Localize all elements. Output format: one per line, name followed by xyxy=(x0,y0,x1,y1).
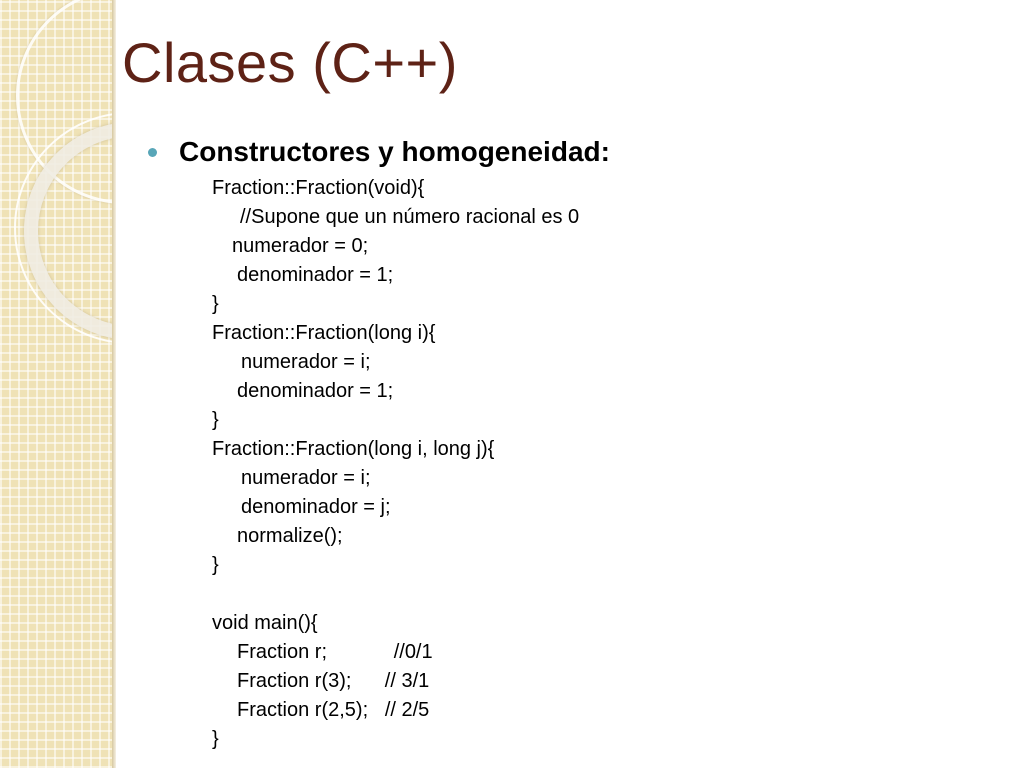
code-line: } xyxy=(212,409,219,431)
code-line: void main(){ xyxy=(212,612,318,634)
code-line: Fraction r; //0/1 xyxy=(237,641,433,663)
bullet-item xyxy=(148,136,610,168)
decorative-side-panel xyxy=(0,0,112,768)
bullet-heading: Constructores y homogeneidad: xyxy=(179,136,610,167)
code-line: Fraction::Fraction(void){ xyxy=(212,177,425,199)
code-block xyxy=(212,174,579,754)
code-line: } xyxy=(212,293,219,315)
code-line: Fraction::Fraction(long i, long j){ xyxy=(212,438,495,460)
code-line: numerador = i; xyxy=(241,467,371,489)
slide-title: Clases (C++) xyxy=(122,31,458,94)
code-line: Fraction r(3); // 3/1 xyxy=(237,670,430,692)
code-line: } xyxy=(212,728,219,750)
code-line: numerador = i; xyxy=(241,351,371,373)
code-line: Fraction r(2,5); // 2/5 xyxy=(237,699,430,721)
code-line: normalize(); xyxy=(237,525,343,547)
bullet-dot-icon xyxy=(148,148,157,157)
code-line: Fraction::Fraction(long i){ xyxy=(212,322,436,344)
code-line: } xyxy=(212,554,219,576)
code-line: //Supone que un número racional es 0 xyxy=(240,206,580,228)
code-line: denominador = 1; xyxy=(237,264,394,286)
panel-divider xyxy=(112,0,116,768)
code-line: denominador = 1; xyxy=(237,380,394,402)
code-line: numerador = 0; xyxy=(232,235,369,257)
code-line: denominador = j; xyxy=(241,496,391,518)
code-line xyxy=(212,580,579,609)
